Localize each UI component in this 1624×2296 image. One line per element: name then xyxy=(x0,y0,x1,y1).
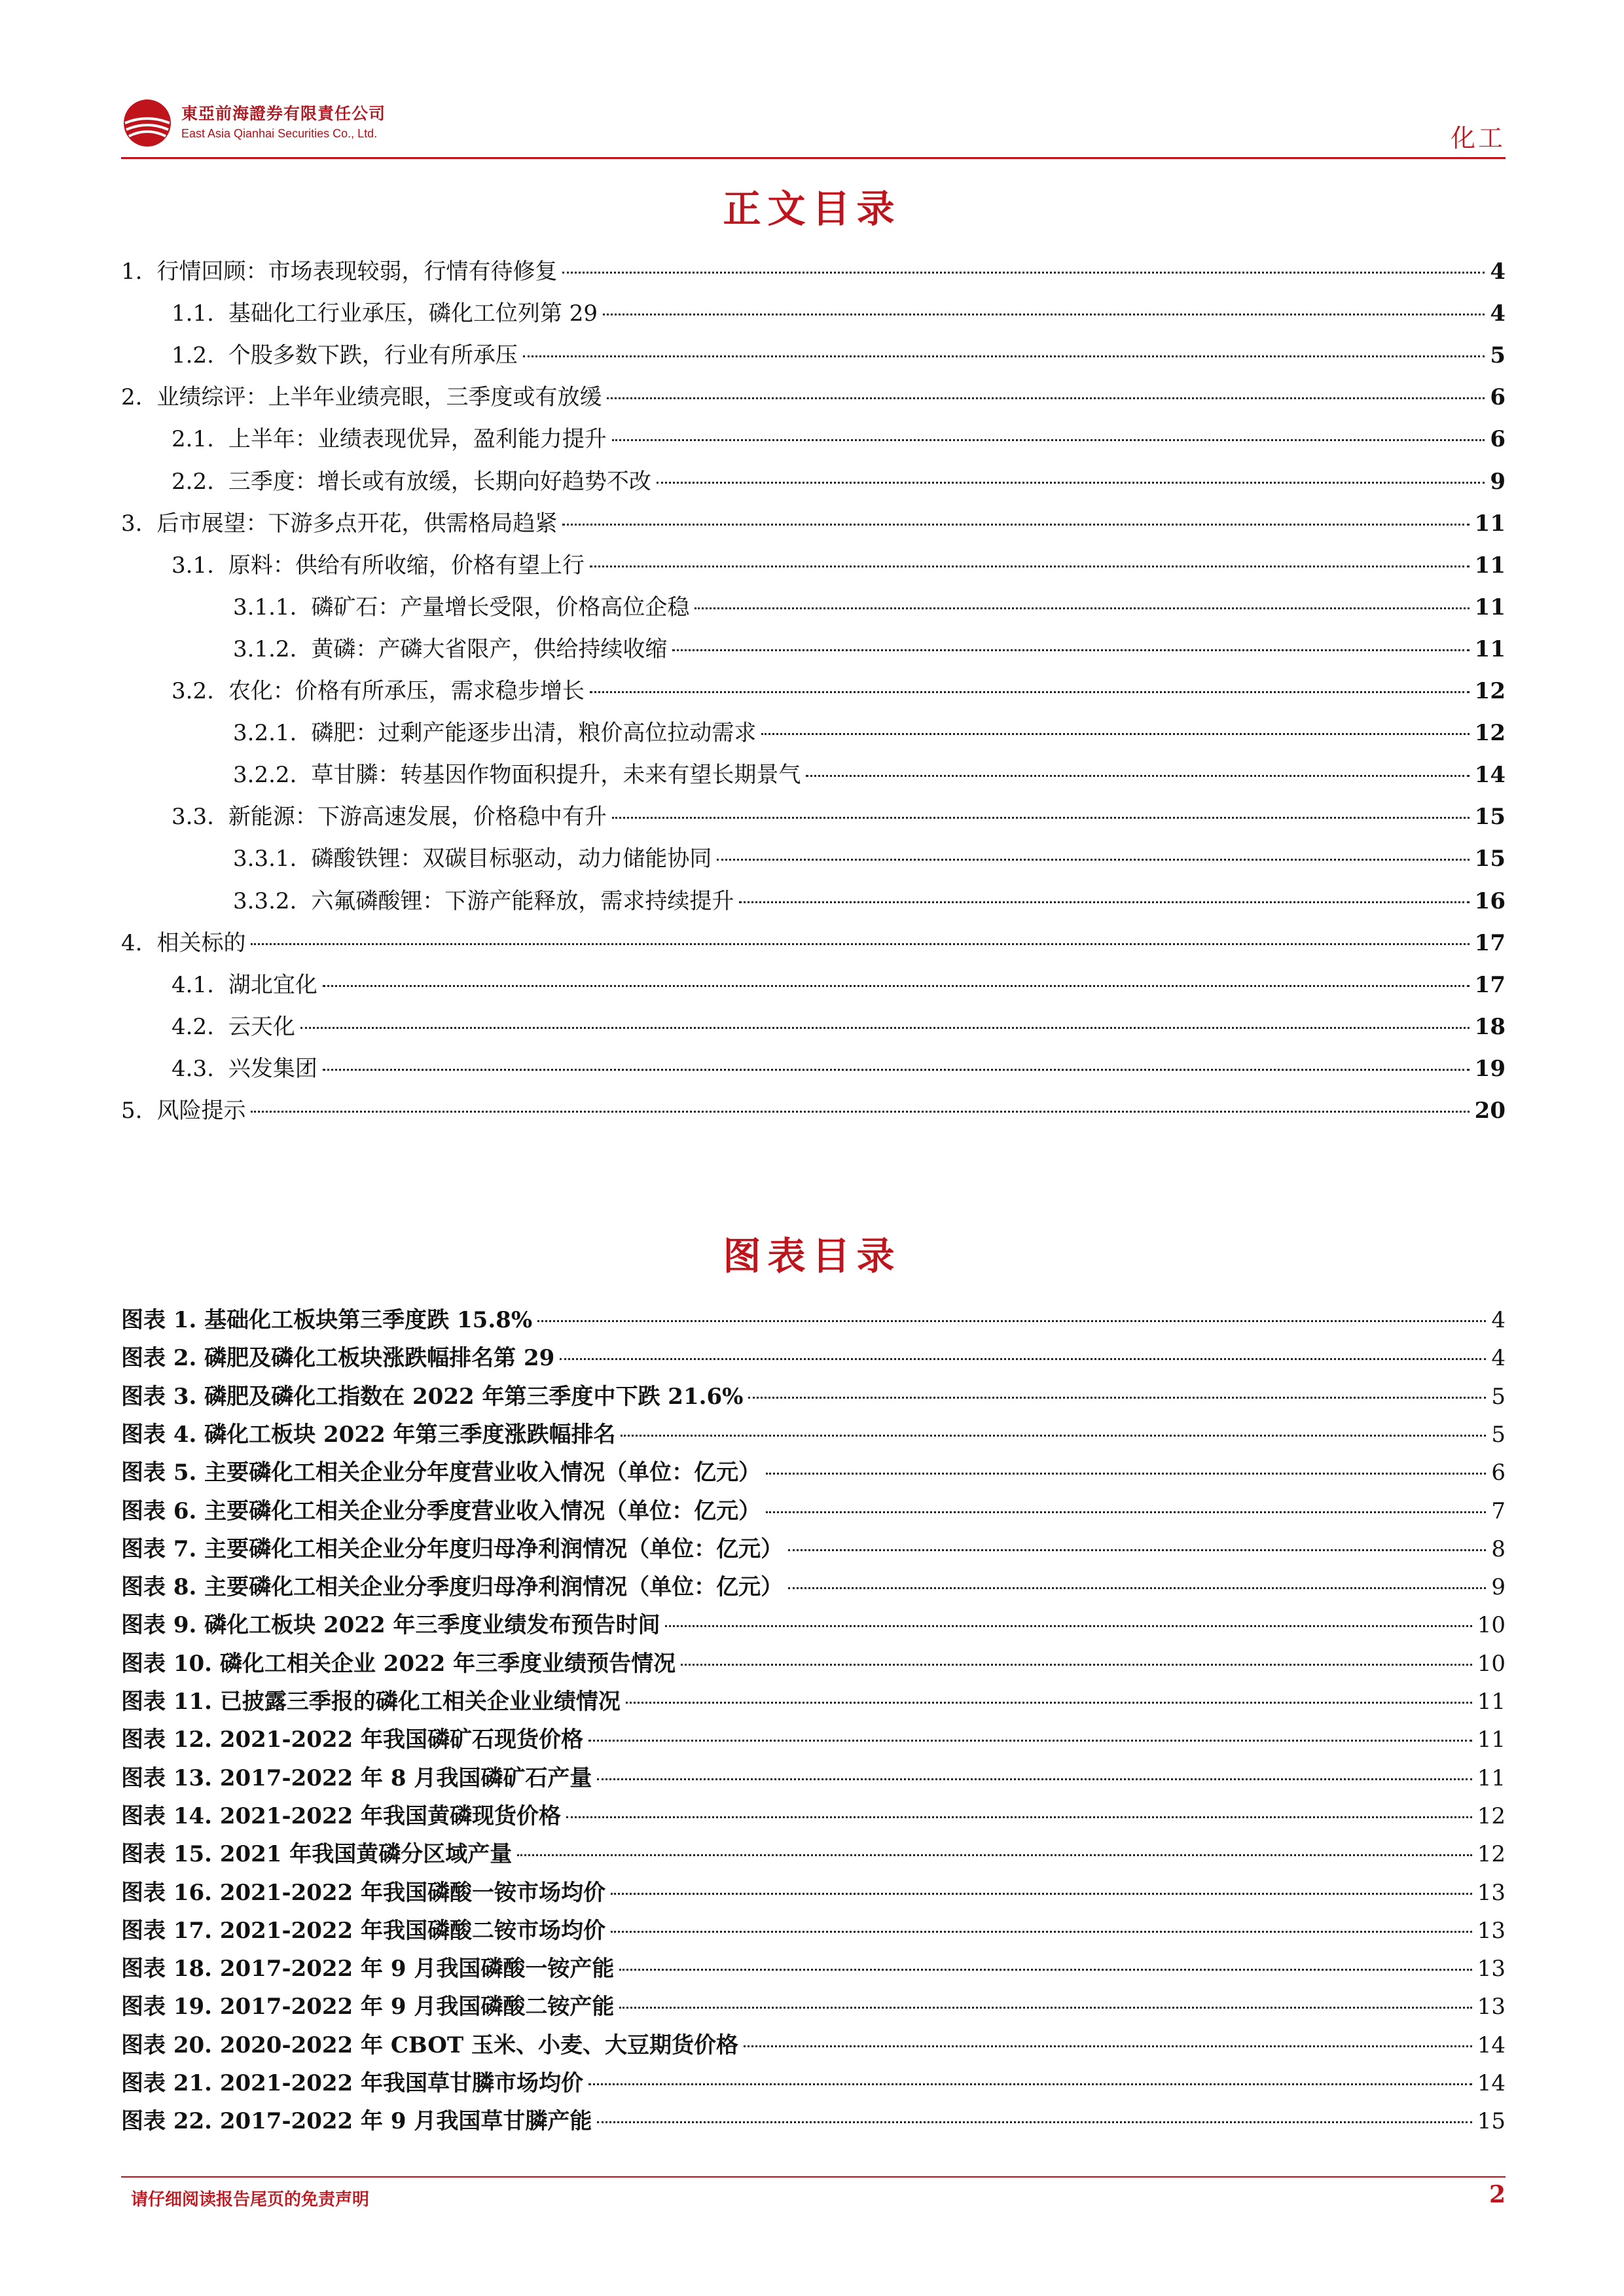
figure-entry-text: 图表 18. 2017-2022 年 9 月我国磷酸一铵产能 xyxy=(121,1956,615,1982)
toc-entry[interactable] xyxy=(171,1013,1506,1041)
toc-entry-number: 3.2. xyxy=(171,678,214,704)
figure-entry-text: 图表 15. 2021 年我国黄磷分区域产量 xyxy=(121,1841,513,1868)
toc-entry[interactable] xyxy=(171,971,1506,999)
toc-entry-page: 4 xyxy=(1490,300,1506,327)
figures-title: 图表目录 xyxy=(723,1234,901,1278)
figure-entry[interactable] xyxy=(121,1878,1506,1907)
dot-leader xyxy=(611,1893,1472,1895)
dot-leader xyxy=(590,565,1470,567)
figure-entry-page: 10 xyxy=(1477,1650,1506,1677)
figure-entry[interactable] xyxy=(121,1382,1506,1411)
figure-entry-text: 图表 10. 磷化工相关企业 2022 年三季度业绩预告情况 xyxy=(121,1650,676,1677)
toc-entry-text: 磷肥：过剩产能逐步出清，粮价高位拉动需求 xyxy=(311,720,757,747)
dot-leader xyxy=(665,1625,1471,1627)
toc-entry-number: 3.1.2. xyxy=(233,636,297,662)
dot-leader xyxy=(537,1320,1486,1322)
dot-leader xyxy=(517,1854,1471,1856)
toc-entry-number: 4. xyxy=(121,929,143,956)
figure-entry-text: 图表 19. 2017-2022 年 9 月我国磷酸二铵产能 xyxy=(121,1994,615,2020)
toc-entry-page: 11 xyxy=(1474,636,1506,662)
dot-leader xyxy=(560,1358,1486,1360)
dot-leader xyxy=(761,733,1469,735)
company-name-en: East Asia Qianhai Securities Co., Ltd. xyxy=(181,127,378,140)
figure-entry[interactable] xyxy=(121,1840,1506,1869)
toc-entry-page: 4 xyxy=(1490,259,1506,285)
dot-leader xyxy=(619,2007,1471,2009)
dot-leader xyxy=(695,607,1469,609)
figure-entry-page: 4 xyxy=(1491,1345,1506,1372)
toc-entry[interactable] xyxy=(233,761,1506,789)
dot-leader xyxy=(588,1740,1472,1742)
figure-entry-page: 5 xyxy=(1491,1383,1506,1410)
dot-leader xyxy=(562,524,1469,526)
figure-entry-page: 6 xyxy=(1491,1460,1506,1486)
toc-entry-number: 2. xyxy=(121,384,143,411)
toc-title: 正文目录 xyxy=(723,187,901,231)
footer-divider xyxy=(121,2176,1506,2178)
figure-entry-page: 4 xyxy=(1491,1307,1506,1333)
company-name-cn: 東亞前海證券有限責任公司 xyxy=(181,104,386,123)
toc-entry-text: 业绩综评：上半年业绩亮眼，三季度或有放缓 xyxy=(156,384,602,411)
toc-entry[interactable] xyxy=(233,635,1506,664)
figure-entry[interactable] xyxy=(121,2031,1506,2060)
dot-leader xyxy=(300,1027,1470,1029)
figure-entry-text: 图表 20. 2020-2022 年 CBOT 玉米、小麦、大豆期货价格 xyxy=(121,2032,739,2058)
figure-entry-text: 图表 13. 2017-2022 年 8 月我国磷矿石产量 xyxy=(121,1765,592,1791)
figure-entry[interactable] xyxy=(121,1954,1506,1983)
figure-entry-page: 11 xyxy=(1477,1689,1506,1715)
toc-entry[interactable] xyxy=(121,929,1506,958)
toc-entry-number: 1.2. xyxy=(171,342,214,369)
figure-entry-page: 13 xyxy=(1477,1917,1506,1944)
figure-entry-page: 11 xyxy=(1477,1765,1506,1791)
toc-entry-page: 17 xyxy=(1474,971,1506,998)
toc-entry-text: 草甘膦：转基因作物面积提升，未来有望长期景气 xyxy=(311,762,801,789)
figure-entry-text: 图表 16. 2021-2022 年我国磷酸一铵市场均价 xyxy=(121,1879,606,1906)
toc-entry[interactable] xyxy=(121,257,1506,286)
toc-entry-text: 磷酸铁锂：双碳目标驱动，动力储能协同 xyxy=(311,846,712,872)
figure-entry-page: 10 xyxy=(1477,1612,1506,1639)
toc-entry-text: 六氟磷酸锂：下游产能释放，需求持续提升 xyxy=(311,888,734,914)
figure-entry-page: 13 xyxy=(1477,1879,1506,1906)
dot-leader xyxy=(251,1111,1469,1113)
toc-entry[interactable] xyxy=(171,341,1506,370)
toc-entry-text: 黄磷：产磷大省限产，供给持续收缩 xyxy=(311,636,668,662)
figure-entry-text: 图表 5. 主要磷化工相关企业分年度营业收入情况（单位：亿元） xyxy=(121,1460,761,1486)
dot-leader xyxy=(806,775,1469,777)
toc-entry-text: 风险提示 xyxy=(156,1098,246,1124)
toc-entry-page: 11 xyxy=(1474,594,1506,620)
figure-entry-text: 图表 1. 基础化工板块第三季度跌 15.8% xyxy=(121,1307,533,1333)
toc-entry[interactable] xyxy=(171,551,1506,580)
toc-entry[interactable] xyxy=(171,467,1506,496)
toc-entry-number: 3.3.1. xyxy=(233,846,297,872)
figure-entry[interactable] xyxy=(121,1992,1506,2021)
dot-leader xyxy=(621,1435,1486,1437)
figure-entry[interactable] xyxy=(121,1420,1506,1449)
toc-entry-number: 3.2.2. xyxy=(233,762,297,789)
toc-entry-page: 14 xyxy=(1474,762,1506,789)
toc-entry-number: 3.3.2. xyxy=(233,888,297,914)
toc-entry-text: 湖北宜化 xyxy=(228,971,317,998)
figure-entry-page: 14 xyxy=(1477,2032,1506,2058)
toc-entry-number: 3.1.1. xyxy=(233,594,297,620)
toc-entry-text: 云天化 xyxy=(228,1013,295,1040)
toc-entry-number: 4.2. xyxy=(171,1013,214,1040)
toc-entry-number: 4.1. xyxy=(171,971,214,998)
dot-leader xyxy=(766,1473,1486,1475)
dot-leader xyxy=(788,1549,1486,1551)
toc-entry-page: 12 xyxy=(1474,678,1506,704)
toc-entry-page: 17 xyxy=(1474,929,1506,956)
figure-entry[interactable] xyxy=(121,2069,1506,2098)
figure-entry-text: 图表 2. 磷肥及磷化工板块涨跌幅排名第 29 xyxy=(121,1345,555,1372)
figure-entry-page: 14 xyxy=(1477,2070,1506,2096)
toc-entry-text: 磷矿石：产量增长受限，价格高位企稳 xyxy=(311,594,690,620)
dot-leader xyxy=(607,397,1485,399)
dot-leader xyxy=(657,482,1485,484)
dot-leader xyxy=(681,1664,1472,1666)
dot-leader xyxy=(766,1511,1486,1513)
toc-entry-text: 个股多数下跌，行业有所承压 xyxy=(228,342,518,369)
page-number: 2 xyxy=(1489,2181,1506,2208)
dot-leader xyxy=(523,355,1485,357)
footer-disclaimer: 请仔细阅读报告尾页的免责声明 xyxy=(131,2190,370,2210)
dot-leader xyxy=(323,985,1470,987)
toc-entry-page: 18 xyxy=(1474,1013,1506,1040)
toc-entry-page: 11 xyxy=(1474,552,1506,579)
figure-entry-text: 图表 3. 磷肥及磷化工指数在 2022 年第三季度中下跌 21.6% xyxy=(121,1383,744,1410)
figure-entry-page: 11 xyxy=(1477,1727,1506,1753)
figure-entry-page: 9 xyxy=(1491,1574,1506,1601)
toc-entry-text: 上半年：业绩表现优异，盈利能力提升 xyxy=(228,426,607,453)
toc-entry-number: 3.1. xyxy=(171,552,214,579)
toc-entry-text: 行情回顾：市场表现较弱，行情有待修复 xyxy=(156,259,558,285)
toc-entry-page: 19 xyxy=(1474,1055,1506,1082)
dot-leader xyxy=(323,1069,1470,1071)
toc-entry-text: 三季度：增长或有放缓，长期向好趋势不改 xyxy=(228,468,651,495)
figure-entry-page: 7 xyxy=(1491,1498,1506,1524)
toc-entry-number: 3. xyxy=(121,510,143,537)
toc-entry-text: 相关标的 xyxy=(156,929,246,956)
dot-leader xyxy=(251,943,1469,945)
figure-entry[interactable] xyxy=(121,1344,1506,1372)
figure-entry[interactable] xyxy=(121,1497,1506,1526)
header-divider xyxy=(121,157,1506,159)
figure-entry-text: 图表 12. 2021-2022 年我国磷矿石现货价格 xyxy=(121,1727,584,1753)
dot-leader xyxy=(612,439,1485,441)
toc-entry-page: 6 xyxy=(1490,384,1506,411)
page-header xyxy=(121,92,1506,157)
figure-entry-page: 8 xyxy=(1491,1535,1506,1562)
toc-entry[interactable] xyxy=(171,677,1506,706)
figure-entry-text: 图表 4. 磷化工板块 2022 年第三季度涨跌幅排名 xyxy=(121,1421,616,1448)
dot-leader xyxy=(590,691,1470,693)
figure-entry-text: 图表 7. 主要磷化工相关企业分年度归母净利润情况（单位：亿元） xyxy=(121,1535,784,1562)
toc-entry[interactable] xyxy=(121,383,1506,412)
toc-entry-number: 3.2.1. xyxy=(233,720,297,747)
figure-entry-page: 13 xyxy=(1477,1956,1506,1982)
figure-entry-text: 图表 17. 2021-2022 年我国磷酸二铵市场均价 xyxy=(121,1917,606,1944)
figure-entry[interactable] xyxy=(121,1611,1506,1640)
figure-entry-page: 13 xyxy=(1477,1994,1506,2020)
dot-leader xyxy=(566,1816,1472,1818)
toc-entry-text: 后市展望：下游多点开花，供需格局趋紧 xyxy=(156,510,558,537)
dot-leader xyxy=(611,1931,1472,1933)
toc-entry-page: 20 xyxy=(1474,1098,1506,1124)
dot-leader xyxy=(619,1969,1471,1971)
toc-entry-page: 16 xyxy=(1474,888,1506,914)
toc-entry-text: 兴发集团 xyxy=(228,1055,317,1082)
toc-entry-number: 4.3. xyxy=(171,1055,214,1082)
figure-entry-page: 15 xyxy=(1477,2108,1506,2135)
figure-entry[interactable] xyxy=(121,2107,1506,2136)
toc-entry-text: 原料：供给有所收缩，价格有望上行 xyxy=(228,552,585,579)
toc-entry[interactable] xyxy=(233,844,1506,873)
figure-entry-page: 5 xyxy=(1491,1421,1506,1448)
figure-entry[interactable] xyxy=(121,1306,1506,1335)
toc-entry[interactable] xyxy=(233,887,1506,916)
toc-entry-page: 15 xyxy=(1474,846,1506,872)
toc-entry-page: 15 xyxy=(1474,804,1506,831)
figure-entry[interactable] xyxy=(121,1725,1506,1754)
figure-entry-text: 图表 22. 2017-2022 年 9 月我国草甘膦产能 xyxy=(121,2108,592,2135)
company-logo-icon xyxy=(121,97,173,149)
dot-leader xyxy=(744,2045,1472,2047)
figure-entry[interactable] xyxy=(121,1802,1506,1831)
toc-entry-page: 12 xyxy=(1474,720,1506,747)
dot-leader xyxy=(562,272,1485,274)
dot-leader xyxy=(597,2121,1471,2123)
dot-leader xyxy=(672,649,1469,651)
dot-leader xyxy=(748,1397,1486,1399)
toc-entry-number: 3.3. xyxy=(171,804,214,831)
figure-entry-text: 图表 8. 主要磷化工相关企业分季度归母净利润情况（单位：亿元） xyxy=(121,1574,784,1601)
figure-entry[interactable] xyxy=(121,1458,1506,1487)
sector-label: 化工 xyxy=(1450,124,1506,152)
toc-entry[interactable] xyxy=(233,719,1506,747)
dot-leader xyxy=(788,1587,1486,1589)
toc-entry[interactable] xyxy=(171,802,1506,831)
dot-leader xyxy=(588,2083,1472,2085)
figure-entry-page: 12 xyxy=(1477,1803,1506,1829)
toc-entry-number: 2.1. xyxy=(171,426,214,453)
toc-entry-number: 2.2. xyxy=(171,468,214,495)
figure-entry-text: 图表 14. 2021-2022 年我国黄磷现货价格 xyxy=(121,1803,562,1829)
toc-entry-number: 5. xyxy=(121,1098,143,1124)
toc-entry[interactable] xyxy=(121,1096,1506,1125)
figure-entry-text: 图表 9. 磷化工板块 2022 年三季度业绩发布预告时间 xyxy=(121,1612,660,1639)
toc-entry-text: 新能源：下游高速发展，价格稳中有升 xyxy=(228,804,607,831)
toc-entry[interactable] xyxy=(171,299,1506,328)
dot-leader xyxy=(626,1702,1472,1704)
figure-entry[interactable] xyxy=(121,1649,1506,1678)
figure-entry[interactable] xyxy=(121,1535,1506,1564)
toc-entry-page: 6 xyxy=(1490,426,1506,453)
dot-leader xyxy=(597,1778,1471,1780)
toc-entry-number: 1.1. xyxy=(171,300,214,327)
toc-entry-text: 农化：价格有所承压，需求稳步增长 xyxy=(228,678,585,704)
toc-entry[interactable] xyxy=(171,1054,1506,1083)
toc-entry-page: 11 xyxy=(1474,510,1506,537)
figure-entry-page: 12 xyxy=(1477,1841,1506,1868)
toc-entry[interactable] xyxy=(171,425,1506,454)
figure-entry-text: 图表 21. 2021-2022 年我国草甘膦市场均价 xyxy=(121,2070,584,2096)
figure-entry-text: 图表 6. 主要磷化工相关企业分季度营业收入情况（单位：亿元） xyxy=(121,1498,761,1524)
dot-leader xyxy=(603,314,1485,315)
figure-entry-text: 图表 11. 已披露三季报的磷化工相关企业业绩情况 xyxy=(121,1689,621,1715)
figure-entry[interactable] xyxy=(121,1764,1506,1793)
dot-leader xyxy=(739,901,1469,903)
figure-entry[interactable] xyxy=(121,1916,1506,1945)
figure-entry[interactable] xyxy=(121,1573,1506,1602)
toc-entry-page: 9 xyxy=(1490,468,1506,495)
dot-leader xyxy=(612,817,1470,819)
dot-leader xyxy=(717,859,1469,861)
toc-entry-text: 基础化工行业承压，磷化工位列第 29 xyxy=(228,300,598,327)
toc-entry[interactable] xyxy=(121,509,1506,538)
toc-entry[interactable] xyxy=(233,593,1506,622)
toc-entry-number: 1. xyxy=(121,259,143,285)
figure-entry[interactable] xyxy=(121,1687,1506,1716)
toc-entry-page: 5 xyxy=(1490,342,1506,369)
